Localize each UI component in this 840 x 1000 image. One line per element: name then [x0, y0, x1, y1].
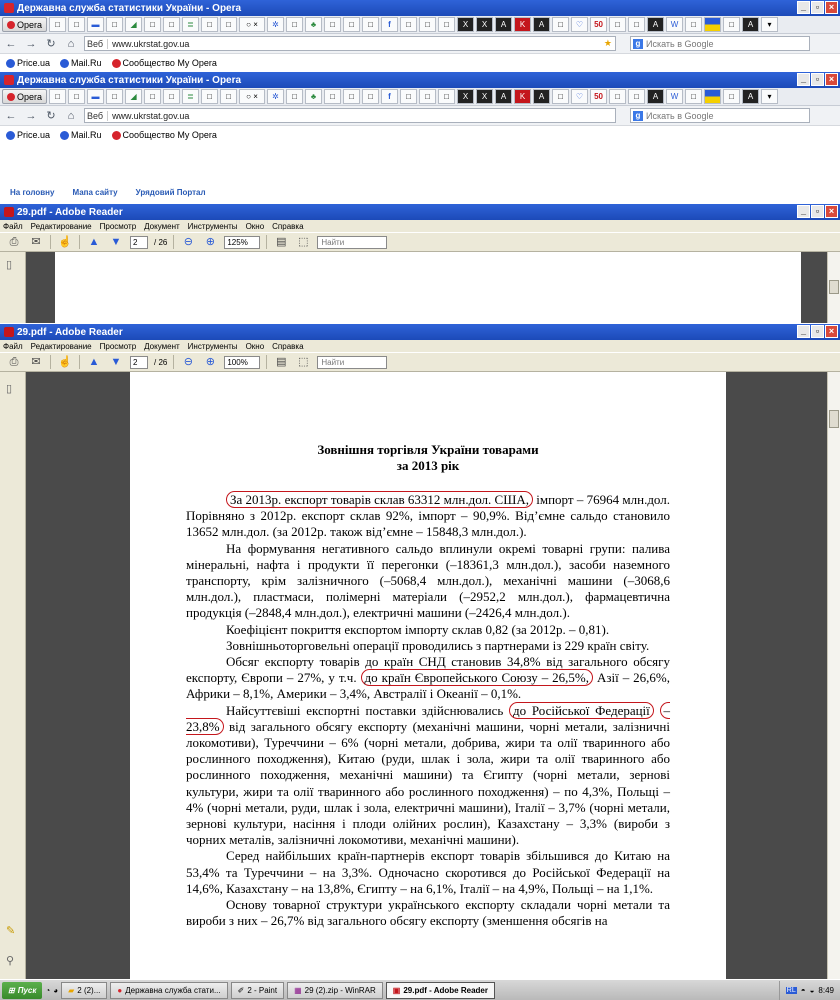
menu-help[interactable]: Справка	[272, 221, 304, 231]
adobe-menu-bar	[0, 340, 840, 352]
maximize-button[interactable]: ▫	[811, 325, 824, 338]
task-opera[interactable]	[110, 982, 227, 999]
bookmark-label: Price.ua	[17, 130, 51, 140]
tab-page-icon[interactable]: □	[201, 17, 218, 32]
vertical-scrollbar[interactable]	[827, 372, 840, 979]
tab-ua-flag-icon[interactable]	[704, 17, 721, 32]
opera-logo-icon	[7, 21, 15, 29]
bookmark-mailru[interactable]	[60, 130, 102, 140]
price-icon	[6, 59, 15, 68]
paragraph-6	[186, 703, 670, 849]
tab-a-icon[interactable]: A	[495, 17, 512, 32]
adobe-logo-icon	[4, 327, 14, 337]
tab-xc-icon[interactable]: X	[476, 17, 493, 32]
opera-tab-bar	[0, 16, 840, 34]
bookmarks-bar	[0, 126, 840, 144]
paragraph-6-end: від загального обсягу експорту (механічні машини, чорні метали, залізничні локомотиви), Туреччини – 6% (чорні метали, добрива, жири та олії тваринного або рослинного походження), Китаю (руди, шлак і зола, жири та олії тваринного або рослинного походження, механічні машини) та Єгипту (чорні метали, зернові культури, жири та олії тваринного або рослинного походження) – по 4,3%, Польщі – 4% (чорні метали, руди, шлак і зола, електричні машини), Італії – 3,7% (чорні метали, зернові культури, насіння і плоди олійних рослин), Казахстану – 3,3% (вироби з чорних металів, залізничні локомотиви, механічні машини).	[186, 718, 670, 848]
tab-page-icon[interactable]: □	[362, 89, 379, 104]
paragraph-6-start: Найсуттєвіші експортні поставки здійснювались	[226, 702, 510, 718]
tab-page-icon[interactable]: □	[163, 89, 180, 104]
tab-lines-icon[interactable]: ≣	[182, 17, 199, 32]
print-icon[interactable]: ⎙	[9, 356, 19, 368]
menu-edit[interactable]: Редактирование	[30, 341, 92, 351]
task-label: 29.pdf - Adobe Reader	[403, 985, 488, 995]
paragraph-8: Основу товарної структури українського експорту складали чорні метали та вироби з них – 26,7% від загального обсягу експорту (зменшення обсягів на	[186, 897, 670, 929]
address-field[interactable]	[84, 36, 616, 51]
address-url: www.ukrstat.gov.ua	[112, 110, 190, 121]
pdf-page	[130, 372, 726, 979]
bookmark-label: Mail.Ru	[71, 58, 102, 68]
opera-icon: ●	[117, 985, 123, 995]
tab-heart-icon[interactable]: ♡	[571, 89, 588, 104]
navigation-panel	[0, 372, 26, 979]
zoom-select[interactable]: 100%	[224, 356, 260, 369]
bookmark-label: Сообщество My Opera	[122, 58, 217, 68]
menu-help[interactable]: Справка	[272, 341, 304, 351]
maximize-button[interactable]: ▫	[811, 73, 824, 86]
paragraph-5	[186, 654, 670, 703]
zoom-out-icon[interactable]: ⊖	[183, 356, 193, 368]
tab-page-icon[interactable]: □	[438, 17, 455, 32]
opera-title: Державна служба статистики України - Opera	[17, 2, 242, 14]
tray-icon[interactable]: ◒	[809, 985, 815, 995]
system-tray	[779, 981, 840, 1000]
windows-logo-icon: ⊞	[8, 985, 15, 995]
opera-icon	[112, 131, 121, 140]
paragraph-3: Коефіцієнт покриття експортом імпорту склав 0,82 (за 2012р. – 0,81).	[226, 621, 610, 637]
bookmark-label: Price.ua	[17, 58, 51, 68]
attachments-icon[interactable]: ⚲	[6, 955, 15, 967]
find-input[interactable]: Найти	[317, 356, 387, 369]
bookmark-myopera[interactable]	[112, 130, 217, 140]
prev-page-icon[interactable]: ▲	[88, 236, 100, 248]
nav-link-sitemap[interactable]: Мапа сайту	[72, 187, 118, 197]
price-icon	[6, 131, 15, 140]
toolbar-separator	[173, 355, 174, 369]
tab-facebook-icon[interactable]: f	[381, 17, 398, 32]
paragraph-7: Серед найбільших країн-партнерів експорт товарів збільшився до Китаю на 53,4% та Туреччини – на 3,3%. Одночасно скоротився до Російської Федерації на 14,6%, Казахстану – на 13,8%, Єгипту – на 6,1%, Італії – на 4,9%, Польщі – на 1,1%.	[186, 848, 670, 896]
page-total: / 26	[154, 237, 168, 247]
close-button[interactable]: ×	[825, 1, 838, 14]
menu-window[interactable]: Окно	[245, 341, 265, 351]
opera-logo-icon	[4, 75, 14, 85]
bookmarks-bar	[0, 54, 840, 72]
pages-panel-icon[interactable]: ▯	[6, 383, 13, 395]
tab-page-icon[interactable]: □	[220, 17, 237, 32]
task-paint[interactable]	[231, 982, 285, 999]
tab-heart-icon[interactable]: ♡	[571, 17, 588, 32]
bookmark-mailru[interactable]	[60, 58, 102, 68]
home-icon[interactable]: ⌂	[67, 37, 75, 50]
adobe-toolbar	[0, 232, 840, 252]
tab-facebook-icon[interactable]: f	[381, 89, 398, 104]
start-button[interactable]	[2, 982, 42, 999]
opera-address-bar	[0, 106, 840, 126]
tab-active-icon[interactable]: ○ ×	[239, 89, 265, 104]
adobe-titlebar	[0, 324, 840, 340]
tab-a-icon[interactable]: A	[647, 89, 664, 104]
menu-file[interactable]: Файл	[3, 341, 23, 351]
prev-page-icon[interactable]: ▲	[88, 356, 100, 368]
web-label: Веб	[87, 111, 108, 121]
tab-a-icon[interactable]: A	[742, 89, 759, 104]
pdf-page-back	[55, 252, 801, 323]
maximize-button[interactable]: ▫	[811, 1, 824, 14]
tab-wordpress-icon[interactable]: W	[666, 17, 683, 32]
tray-icon[interactable]: ◓	[800, 985, 806, 995]
toolbar-separator	[79, 355, 80, 369]
close-button[interactable]: ×	[825, 205, 838, 218]
tab-a-icon[interactable]: A	[742, 17, 759, 32]
document-title: Зовнішня торгівля України товарами	[317, 442, 539, 457]
tab-page-icon[interactable]: □	[628, 89, 645, 104]
tab-50-icon[interactable]: 50	[590, 17, 607, 32]
task-label: 2 (2)...	[77, 985, 101, 995]
tab-a-icon[interactable]: A	[647, 17, 664, 32]
find-input[interactable]: Найти	[317, 236, 387, 249]
tab-xc-icon[interactable]: X	[457, 89, 474, 104]
task-label: 2 - Paint	[247, 985, 278, 995]
adobe-document-area	[0, 372, 840, 979]
search-field[interactable]	[630, 108, 810, 123]
next-page-icon[interactable]: ▼	[110, 356, 122, 368]
tab-page-icon[interactable]: □	[343, 17, 360, 32]
toolbar-separator	[79, 235, 80, 249]
opera-tab-bar	[0, 88, 840, 106]
tab-page-icon[interactable]: □	[49, 89, 66, 104]
tab-page-icon[interactable]: □	[400, 89, 417, 104]
menu-tools[interactable]: Инструменты	[187, 221, 238, 231]
tab-page-icon[interactable]: □	[685, 17, 702, 32]
paragraph-2: На формування негативного сальдо вплинули окремі товарні групи: палива мінеральні, нафта і продукти її перегонки (–18361,3 млн.дол.), засоби наземного транспорту, крім залізничного (–5068,4 млн.дол.), механічні машини (–3068,6 млн.дол.), пластмаси, полімерні матеріали (–2952,2 млн.дол.), фармацевтична продукція (–2848,4 млн.дол.), електричні машини (–2426,4 млн.дол.).	[186, 540, 670, 621]
mailru-icon	[60, 59, 69, 68]
tab-50-icon[interactable]: 50	[590, 89, 607, 104]
scroll-thumb[interactable]	[829, 280, 839, 294]
tab-page-icon[interactable]: □	[163, 17, 180, 32]
tab-a-icon[interactable]: A	[495, 89, 512, 104]
tab-page-icon[interactable]: □	[438, 89, 455, 104]
comments-icon[interactable]: ✎	[6, 925, 16, 937]
menu-view[interactable]: Просмотр	[99, 221, 137, 231]
task-label: 29 (2).zip - WinRAR	[304, 985, 376, 995]
print-icon[interactable]: ⎙	[9, 236, 19, 248]
tab-page-icon[interactable]: □	[68, 17, 85, 32]
adobe-window-front	[0, 324, 840, 979]
opera-titlebar	[0, 0, 840, 16]
toolbar-separator	[173, 235, 174, 249]
adobe-window-back	[0, 204, 840, 324]
tab-page-icon[interactable]: □	[286, 17, 303, 32]
paragraph-5-start: Обсяг експорту товарів до країн СНД становив 34,8% від загального обсягу експорту, Європи – 27%, у т.ч.	[186, 654, 670, 686]
search-field[interactable]	[630, 36, 810, 51]
tab-page-icon[interactable]: □	[362, 17, 379, 32]
menu-window[interactable]: Окно	[245, 221, 265, 231]
tab-flag-icon[interactable]: ▬	[87, 17, 104, 32]
tab-a-icon[interactable]: A	[533, 89, 550, 104]
opera-titlebar	[0, 72, 840, 88]
tab-flag-icon[interactable]: ▬	[87, 89, 104, 104]
page-number-input[interactable]: 2	[130, 236, 148, 249]
share-icon[interactable]: ✉	[31, 356, 41, 368]
bookmark-myopera[interactable]	[112, 58, 217, 68]
tab-page-icon[interactable]: □	[220, 89, 237, 104]
bookmark-star-icon[interactable]: ★	[603, 38, 612, 48]
mailru-icon	[60, 131, 69, 140]
paragraph-1-text: імпорт – 76964 млн.дол. Порівняно з 2012р. експорт склав 92%, імпорт – 90,9%. Від’ємне сальдо становило 13652 млн.дол. (за 2012р. також від’ємне – 15848,3 млн.дол.).	[186, 492, 670, 540]
tab-xc-icon[interactable]: X	[457, 17, 474, 32]
tab-page-icon[interactable]: □	[286, 89, 303, 104]
tab-gear-icon[interactable]: ✲	[267, 89, 284, 104]
tab-chart-icon[interactable]: ◢	[125, 17, 142, 32]
start-label: Пуск	[17, 985, 37, 995]
tab-page-icon[interactable]: □	[628, 17, 645, 32]
tab-lines-icon[interactable]: ≣	[182, 89, 199, 104]
tab-page-icon[interactable]: □	[106, 17, 123, 32]
back-arrow-icon[interactable]: ←	[5, 109, 17, 122]
tab-page-icon[interactable]: □	[609, 17, 626, 32]
fit-page-icon[interactable]: ▤	[276, 356, 287, 368]
menu-document[interactable]: Документ	[144, 221, 180, 231]
fit-width-icon[interactable]: ⬚	[298, 356, 309, 368]
bookmark-price[interactable]	[6, 58, 50, 68]
toolbar-separator	[266, 355, 267, 369]
tab-page-icon[interactable]: □	[419, 89, 436, 104]
task-folder[interactable]	[61, 982, 107, 999]
site-nav	[0, 182, 840, 202]
menu-tools[interactable]: Инструменты	[187, 341, 238, 351]
task-winrar[interactable]	[287, 982, 383, 999]
folder-icon: ▰	[68, 985, 75, 995]
page-total: / 26	[154, 357, 168, 367]
tab-a-icon[interactable]: A	[533, 17, 550, 32]
page-number-input[interactable]: 2	[130, 356, 148, 369]
reload-icon[interactable]: ↻	[46, 37, 56, 50]
web-label: Веб	[87, 39, 108, 49]
paint-icon: ✐	[237, 985, 245, 995]
tab-page-icon[interactable]: □	[419, 17, 436, 32]
hand-tool-icon[interactable]: ☝	[58, 356, 72, 368]
opera-title: Державна служба статистики України - Opera	[17, 74, 242, 86]
tab-page-icon[interactable]: □	[324, 17, 341, 32]
bookmark-label: Mail.Ru	[71, 130, 102, 140]
tab-page-icon[interactable]: □	[324, 89, 341, 104]
search-placeholder: Искать в Google	[646, 110, 714, 121]
maximize-button[interactable]: ▫	[811, 205, 824, 218]
opera-logo-icon	[4, 3, 14, 13]
tab-ua-flag-icon[interactable]	[704, 89, 721, 104]
search-placeholder: Искать в Google	[646, 38, 714, 49]
task-label: Державна служба стати...	[125, 985, 221, 995]
adobe-toolbar	[0, 352, 840, 372]
address-url: www.ukrstat.gov.ua	[112, 38, 190, 49]
zoom-in-icon[interactable]: ⊕	[205, 236, 215, 248]
address-field[interactable]	[84, 108, 616, 123]
forward-arrow-icon[interactable]: →	[25, 37, 37, 50]
tab-scroll-icon[interactable]: ▾	[761, 89, 778, 104]
taskbar	[0, 979, 840, 1000]
tab-page-icon[interactable]: □	[552, 89, 569, 104]
clock: 8:49	[818, 985, 834, 995]
tab-page-icon[interactable]: □	[49, 17, 66, 32]
minimize-button[interactable]: _	[797, 73, 810, 86]
pages-panel-icon[interactable]: ▯	[6, 259, 13, 271]
tab-page-icon[interactable]: □	[552, 17, 569, 32]
adobe-logo-icon	[4, 207, 14, 217]
tab-page-icon[interactable]: □	[400, 17, 417, 32]
close-button[interactable]: ×	[825, 325, 838, 338]
adobe-menu-bar	[0, 220, 840, 232]
menu-file[interactable]: Файл	[3, 221, 23, 231]
paragraph-5-end: Азії – 26,6%, Африки – 8,1%, Америки – 3,4%, Австралії і Океанії – 0,1%.	[186, 670, 670, 702]
opera-logo-icon	[7, 93, 15, 101]
zoom-in-icon[interactable]: ⊕	[205, 356, 215, 368]
reload-icon[interactable]: ↻	[46, 109, 56, 122]
minimize-button[interactable]: _	[797, 325, 810, 338]
opera-window-front	[0, 72, 840, 202]
share-icon[interactable]: ✉	[31, 236, 41, 248]
scroll-thumb[interactable]	[829, 410, 839, 428]
next-page-icon[interactable]: ▼	[110, 236, 122, 248]
zoom-select[interactable]: 125%	[224, 236, 260, 249]
tab-active-icon[interactable]: ○ ×	[239, 17, 265, 32]
google-icon: g	[633, 39, 643, 49]
vertical-scrollbar[interactable]	[827, 252, 840, 323]
opera-icon	[112, 59, 121, 68]
tab-page-icon[interactable]: □	[685, 89, 702, 104]
menu-view[interactable]: Просмотр	[99, 341, 137, 351]
opera-menu-button[interactable]	[2, 89, 47, 104]
quicklaunch-icon[interactable]: ◔	[45, 985, 51, 995]
back-arrow-icon[interactable]: ←	[5, 37, 17, 50]
tab-k-icon[interactable]: K	[514, 89, 531, 104]
highlight-eu-share: до країн Європейського Союзу – 26,5%,	[361, 669, 593, 686]
menu-edit[interactable]: Редактирование	[30, 221, 92, 231]
opera-address-bar	[0, 34, 840, 54]
tab-page-icon[interactable]: □	[144, 89, 161, 104]
tab-page-icon[interactable]: □	[68, 89, 85, 104]
toolbar-separator	[266, 235, 267, 249]
tab-page-icon[interactable]: □	[106, 89, 123, 104]
fit-page-icon[interactable]: ▤	[276, 236, 287, 248]
bookmark-label: Сообщество My Opera	[122, 130, 217, 140]
google-icon: g	[633, 111, 643, 121]
minimize-button[interactable]: _	[797, 205, 810, 218]
highlight-russia: до Російської Федерації	[509, 702, 654, 719]
opera-window-back	[0, 0, 840, 72]
nav-link-gov-portal[interactable]: Урядовий Портал	[135, 187, 206, 197]
highlight-russia-share: – 23,8%	[186, 702, 671, 734]
tab-clover-icon[interactable]: ♣	[305, 17, 322, 32]
adobe-titlebar	[0, 204, 840, 220]
toolbar-separator	[50, 235, 51, 249]
adobe-title: 29.pdf - Adobe Reader	[17, 206, 123, 218]
tab-clover-icon[interactable]: ♣	[305, 89, 322, 104]
adobe-document-area	[0, 252, 840, 323]
tab-wordpress-icon[interactable]: W	[666, 89, 683, 104]
opera-menu-label: Opera	[17, 19, 43, 30]
opera-menu-label: Opera	[17, 91, 43, 102]
highlight-export-total: За 2013р. експорт товарів склав 63312 млн.дол. США,	[226, 491, 533, 508]
forward-arrow-icon[interactable]: →	[25, 109, 37, 122]
tab-page-icon[interactable]: □	[343, 89, 360, 104]
adobe-icon: ▣	[392, 985, 401, 995]
menu-document[interactable]: Документ	[144, 341, 180, 351]
tab-page-icon[interactable]: □	[609, 89, 626, 104]
hand-tool-icon[interactable]: ☝	[58, 236, 72, 248]
quicklaunch-icon[interactable]: ◕	[53, 985, 59, 995]
winrar-icon: ▦	[294, 985, 302, 995]
adobe-title: 29.pdf - Adobe Reader	[17, 326, 123, 338]
language-indicator[interactable]: RL	[786, 986, 796, 994]
paragraph-1	[186, 492, 670, 541]
close-button[interactable]: ×	[825, 73, 838, 86]
tab-page-icon[interactable]: □	[723, 17, 740, 32]
zoom-out-icon[interactable]: ⊖	[183, 236, 193, 248]
navigation-panel	[0, 252, 26, 323]
minimize-button[interactable]: _	[797, 1, 810, 14]
bookmark-price[interactable]	[6, 130, 50, 140]
fit-width-icon[interactable]: ⬚	[298, 236, 309, 248]
tab-page-icon[interactable]: □	[144, 17, 161, 32]
page-spacer	[0, 144, 840, 182]
tab-scroll-icon[interactable]: ▾	[761, 17, 778, 32]
home-icon[interactable]: ⌂	[67, 109, 75, 122]
nav-link-home[interactable]: На головну	[10, 187, 55, 197]
tab-chart-icon[interactable]: ◢	[125, 89, 142, 104]
toolbar-separator	[50, 355, 51, 369]
task-adobe[interactable]	[386, 982, 495, 999]
document-subtitle: за 2013 рік	[396, 458, 460, 473]
tab-xc-icon[interactable]: X	[476, 89, 493, 104]
tab-k-icon[interactable]: K	[514, 17, 531, 32]
tab-page-icon[interactable]: □	[201, 89, 218, 104]
paragraph-4: Зовнішньоторговельні операції проводились з партнерами із 229 країн світу.	[226, 637, 650, 653]
opera-menu-button[interactable]	[2, 17, 47, 32]
tab-gear-icon[interactable]: ✲	[267, 17, 284, 32]
tab-page-icon[interactable]: □	[723, 89, 740, 104]
